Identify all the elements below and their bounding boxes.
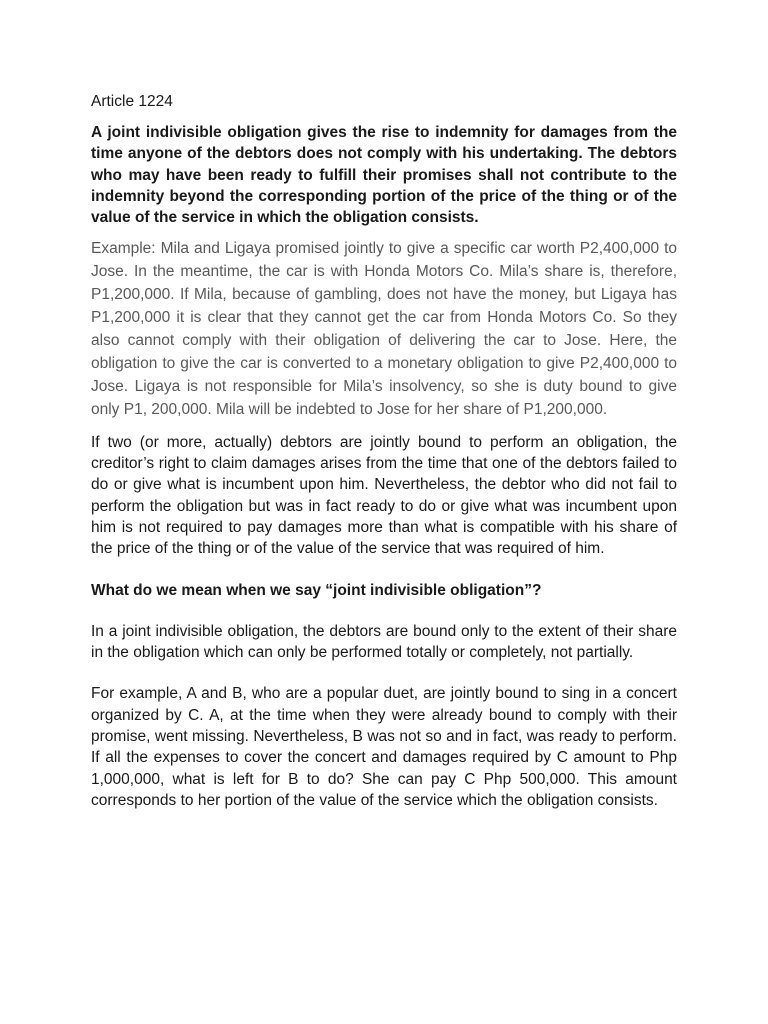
article-text: A joint indivisible obligation gives the rise to indemnity for damages from the time anyone of the debtors does not comply with his undertaking. The debtors who may have been ready to fulfill their promises shall not contribute to the indemnity beyond the corresponding portion of the price of the thing or of the value of the service in which the obligation consists. xyxy=(91,124,677,227)
explanation-paragraph: If two (or more, actually) debtors are jointly bound to perform an obligation, the creditor’s right to claim damages arises from the time that one of the debtors failed to do or give what is incumbent upon him. Nevertheless, the debtor who did not fail to perform the obligation but was in fact ready to do or give what was incumbent upon him is not required to pay damages more than what is compatible with his share of the price of the thing or of the value of the service that was required of him. xyxy=(91,433,677,558)
example2-paragraph: For example, A and B, who are a popular duet, are jointly bound to sing in a concert organized by C. A, at the time when they were already bound to comply with their promise, went missing. Nevertheless, B was not so and in fact, was ready to perform. If all the expenses to cover the concert and damages required by C amount to Php 1,000,000, what is left for B to do? She can pay C Php 500,000. This amount corresponds to her portion of the value of the service which the obligation consists. xyxy=(91,685,677,809)
document-page xyxy=(91,92,677,811)
answer-paragraph: In a joint indivisible obligation, the debtors are bound only to the extent of their share in the obligation which can only be performed totally or completely, not partially. xyxy=(91,622,677,662)
article-title: Article 1224 xyxy=(91,93,173,110)
example-paragraph: Example: Mila and Ligaya promised jointly to give a specific car worth P2,400,000 to Jose. In the meantime, the car is with Honda Motors Co. Mila’s share is, therefore, P1,200,000. If Mila, because of gambling, does not have the money, but Ligaya has P1,200,000 it is clear that they cannot get the car from Honda Motors Co. So they also cannot comply with their obligation of delivering the car to Jose. Here, the obligation to give the car is converted to a monetary obligation to give P2,400,000 to Jose. Ligaya is not responsible for Mila’s insolvency, so she is duty bound to give only P1, 200,000. Mila will be indebted to Jose for her share of P1,200,000. xyxy=(91,240,677,418)
question-heading: What do we mean when we say “joint indivisible obligation”? xyxy=(91,581,542,599)
